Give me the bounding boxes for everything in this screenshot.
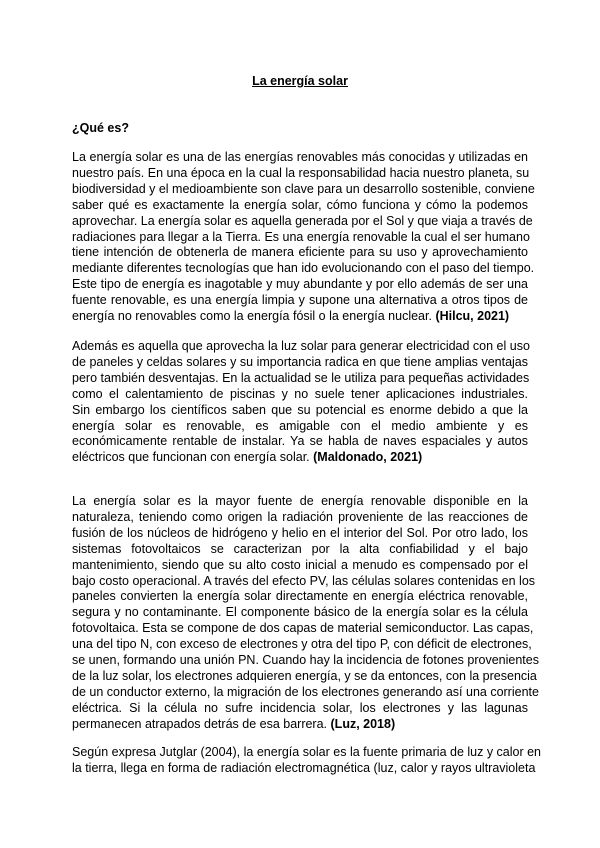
text-line: Este tipo de energía es inagotable y muy abundante y por ello además de ser una bbox=[72, 277, 528, 292]
text-line: fuente renovable, es una energía limpia y supone una alternativa a otros tipos de bbox=[72, 293, 528, 308]
text-line: mediante diferentes tecnologías que han ido evolucionando con el paso del tiempo. bbox=[72, 261, 535, 276]
citation: (Hilcu, 2021) bbox=[435, 309, 510, 324]
text-line: se unen, formando una unión PN. Cuando hay la incidencia de fotones provenientes bbox=[72, 653, 539, 668]
text-line: biodiversidad y el medioambiente son clave para un desarrollo sostenible, conviene bbox=[72, 181, 535, 196]
text-line: energía no renovables como la energía fósil o la energía nuclear. (Hilcu, 2021) bbox=[72, 309, 510, 324]
text-line: Sin embargo los científicos saben que su potencial es enorme debido a que la bbox=[72, 402, 528, 417]
text-line: saber qué es exactamente la energía solar, cómo funciona y cómo la podemos bbox=[72, 197, 528, 212]
text-line: Además es aquella que aprovecha la luz solar para generar electricidad con el uso bbox=[72, 339, 530, 353]
paragraph-2 bbox=[72, 339, 528, 466]
text-line: segura y no contaminante. El componente básico de la energía solar es la célula bbox=[72, 605, 528, 620]
text-line: La energía solar es una de las energías renovables más conocidas y utilizadas en bbox=[72, 150, 528, 164]
text-line: aprovechar. La energía solar es aquella generada por el Sol y que viaja a través de bbox=[72, 213, 533, 228]
text-line: energía solar es renovable, es amigable con el medio ambiente y es bbox=[72, 418, 528, 433]
text-line: radiaciones para llegar a la Tierra. Es una energía renovable la cual el ser humano bbox=[72, 229, 530, 244]
text-line: de un conductor externo, la migración de los electrones generando así una corriente bbox=[72, 684, 539, 699]
text-line: bajo costo operacional. A través del efecto PV, las células solares contenidas en los bbox=[72, 573, 536, 588]
document-title: La energía solar bbox=[252, 74, 348, 88]
text-line: fusión de los núcleos de hidrógeno y helio en el interior del Sol. Por otro lado, los bbox=[72, 525, 528, 540]
text-line: eléctrica. Si la célula no sufre incidencia solar, los electrones y las lagunas bbox=[72, 700, 528, 715]
citation: (Luz, 2018) bbox=[330, 716, 396, 731]
text-line: eléctricos que funcionan con energía solar. (Maldonado, 2021) bbox=[72, 450, 423, 465]
text-line: Según expresa Jutglar (2004), la energía solar es la fuente primaria de luz y calor en bbox=[72, 745, 542, 759]
text-line: la tierra, llega en forma de radiación electromagnética (luz, calor y rayos ultravioleta bbox=[72, 760, 536, 775]
text-line: sistemas fotovoltaicos se caracterizan por la alta confiabilidad y el bajo bbox=[72, 541, 528, 556]
text-line: pero también desventajas. En la actualidad se le utiliza para pequeñas actividades bbox=[72, 370, 530, 385]
text-line: nuestro país. En una época en la cual la responsabilidad hacia nuestro planeta, su bbox=[72, 165, 530, 180]
text-line: económicamente rentable de instalar. Ya se habla de naves espaciales y autos bbox=[72, 434, 528, 449]
text-line: de la luz solar, los electrones adquieren energía, y se da entonces, con la presencia bbox=[72, 668, 537, 683]
text-line: tiene intención de obtenerla de manera eficiente para su uso y aprovechamiento bbox=[72, 245, 528, 260]
text-line: una del tipo N, con exceso de electrones y otra del tipo P, con déficit de electrones, bbox=[72, 637, 532, 652]
paragraph-4 bbox=[72, 745, 542, 777]
text-line: naturaleza, teniendo como origen la radiación proveniente de las reacciones de bbox=[72, 509, 528, 524]
text-line: fotovoltaica. Esta se compone de dos capas de material semiconductor. Las capas, bbox=[72, 621, 534, 636]
text-line: de paneles y celdas solares y su importancia radica en que tiene amplias ventajas bbox=[72, 354, 528, 369]
paragraph-1 bbox=[72, 150, 535, 325]
section-heading: ¿Qué es? bbox=[72, 121, 129, 135]
text-line: paneles convierten la energía solar directamente en energía eléctrica renovable, bbox=[72, 589, 528, 604]
text-line: La energía solar es la mayor fuente de energía renovable disponible en la bbox=[72, 494, 528, 508]
text-line: mantenimiento, siendo que su alto costo inicial a menudo es compensado por el bbox=[72, 557, 528, 572]
citation: (Maldonado, 2021) bbox=[313, 450, 423, 465]
paragraph-3 bbox=[72, 494, 539, 733]
text-line: como el calentamiento de piscinas y no suele tener aplicaciones industriales. bbox=[72, 386, 528, 401]
text-line: permanecen atrapados detrás de esa barrera. (Luz, 2018) bbox=[72, 716, 396, 731]
